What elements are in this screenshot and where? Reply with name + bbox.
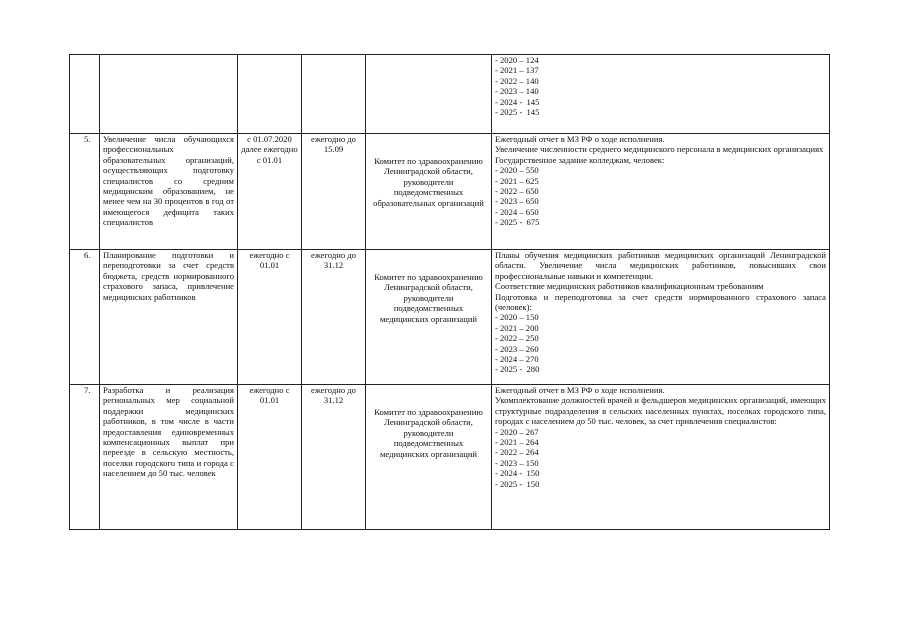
result-year-item: - 2023 – 650 [495, 196, 539, 207]
result-year-item: - 2022 – 250 [495, 333, 539, 344]
result-year-item: - 2025 - 280 [495, 364, 540, 375]
result-year-item: - 2024 - 145 [495, 96, 540, 107]
table-body [70, 55, 830, 530]
result-year-item: - 2023 – 140 [495, 86, 539, 97]
result-year-item: - 2025 - 150 [495, 478, 540, 489]
measures-table [69, 54, 830, 530]
table-row [70, 385, 830, 530]
result-text: Ежегодный отчет в МЗ РФ о ходе исполнения. [495, 134, 665, 144]
result-year-item: - 2021 – 200 [495, 322, 539, 333]
responsible-cell: Комитет по здравоохранению Ленинградской области, руководители подведомственных образовательных организаций [366, 134, 492, 250]
table-row [70, 250, 830, 385]
result-year-item: - 2022 – 140 [495, 75, 539, 86]
result-text: Ежегодный отчет в МЗ РФ о ходе исполнения. [495, 385, 665, 395]
result-year-item: - 2025 - 145 [495, 107, 540, 118]
start-date-cell [238, 55, 302, 134]
result-year-item: - 2020 – 550 [495, 165, 539, 176]
result-year-item: - 2021 – 137 [495, 65, 539, 76]
result-year-item: - 2020 – 150 [495, 312, 539, 323]
start-date-cell: ежегодно с 01.01 [238, 385, 302, 530]
row-number: 6. [70, 250, 100, 385]
result-year-item: - 2024 – 650 [495, 206, 539, 217]
result-year-item: - 2024 - 150 [495, 468, 540, 479]
result-year-item: - 2020 – 267 [495, 426, 539, 437]
deadline-cell: ежегодно до 31.12 [302, 250, 366, 385]
action-cell: Разработка и реализация региональных мер социальной поддержки медицинских работников, в том числе в части предоставления единовременных компенсационных выплат при переезде в сельскую местность, поселки городского типа и города с населением до 50 тыс. человек [100, 385, 238, 530]
table-row [70, 134, 830, 250]
result-year-item: - 2020 – 124 [495, 55, 539, 65]
result-text: Государственное задание колледжам, человек: [495, 154, 665, 165]
result-year-item: - 2021 – 625 [495, 175, 539, 186]
result-year-item: - 2024 – 270 [495, 354, 539, 365]
responsible-cell: Комитет по здравоохранению Ленинградской области, руководители подведомственных медицинских организаций [366, 385, 492, 530]
result-year-item: - 2022 – 264 [495, 447, 539, 458]
responsible-cell [366, 55, 492, 134]
result-year-item: - 2025 - 675 [495, 217, 540, 228]
result-year-item: - 2023 – 260 [495, 343, 539, 354]
result-cell [492, 55, 830, 134]
result-cell [492, 385, 830, 530]
result-text: Укомплектование должностей врачей и фельдшеров медицинских организаций, имеющих структурные подразделения в сельских населенных пунктах, поселках городского типа, городах с населением до 50 тыс. человек, за счет привлечения специалистов: [495, 395, 826, 427]
start-date-cell: с 01.07.2020 далее ежегодно с 01.01 [238, 134, 302, 250]
result-year-item: - 2021 – 264 [495, 437, 539, 448]
start-date-cell: ежегодно с 01.01 [238, 250, 302, 385]
result-text: Увеличение численности среднего медицинского персонала в медицинских организациях [495, 144, 824, 155]
responsible-cell: Комитет по здравоохранению Ленинградской области, руководители подведомственных медицинских организаций [366, 250, 492, 385]
result-text: Соответствие медицинских работников квалификационным требованиям [495, 281, 764, 292]
action-cell [100, 55, 238, 134]
result-cell [492, 134, 830, 250]
table-row [70, 55, 830, 134]
result-year-item: - 2023 – 150 [495, 457, 539, 468]
deadline-cell: ежегодно до 31.12 [302, 385, 366, 530]
action-cell: Планирование подготовки и переподготовки за счет средств бюджета, средств нормированного страхового запаса, привлечение медицинских работников [100, 250, 238, 385]
result-cell [492, 250, 830, 385]
row-number [70, 55, 100, 134]
result-text: Планы обучения медицинских работников медицинских организаций Ленинградской области. Увеличение числа медицинских работников, повысивших свои профессиональные навыки и компетенции. [495, 250, 826, 281]
deadline-cell: ежегодно до 15.09 [302, 134, 366, 250]
row-number: 7. [70, 385, 100, 530]
row-number: 5. [70, 134, 100, 250]
result-year-item: - 2022 – 650 [495, 186, 539, 197]
deadline-cell [302, 55, 366, 134]
action-cell: Увеличение числа обучающихся профессиональных образовательных организаций, осуществляющих подготовку специалистов со средним медицинским образованием, не менее чем на 30 процентов в год от имеющегося дефицита таких специалистов [100, 134, 238, 250]
result-text: Подготовка и переподготовка за счет средств нормированного страхового запаса (человек): [495, 291, 826, 313]
